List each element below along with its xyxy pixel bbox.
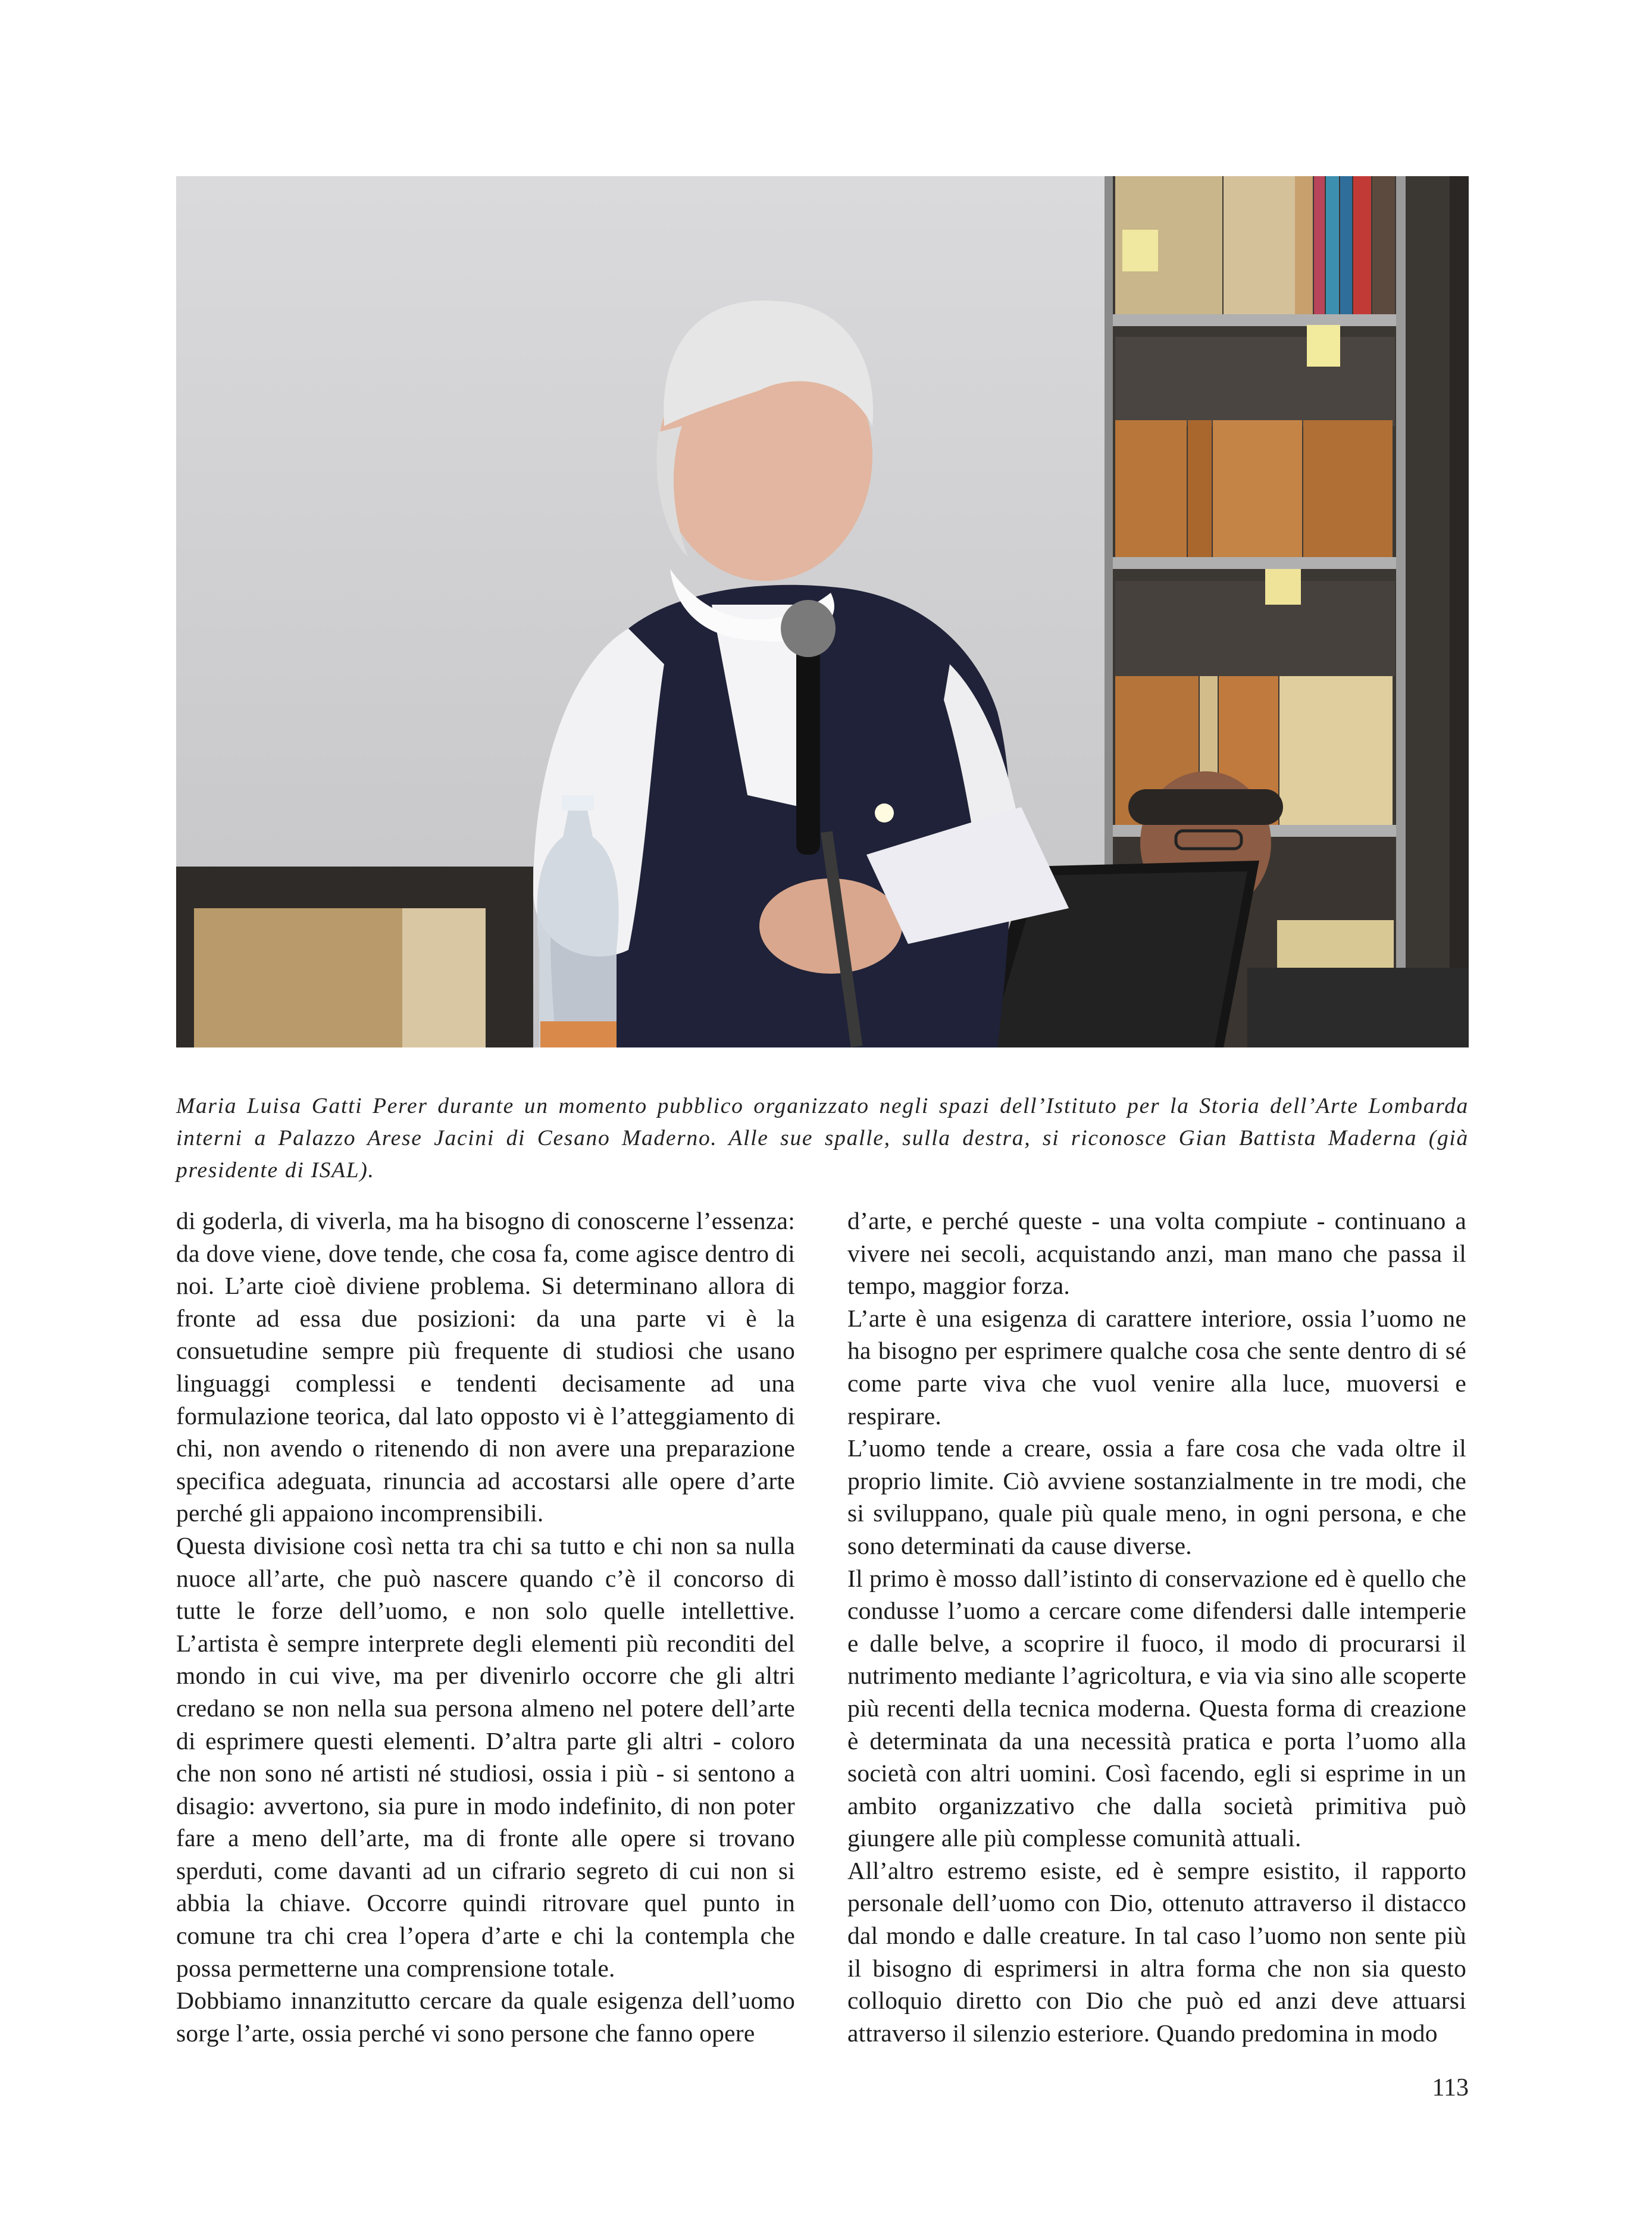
photo-caption: Maria Luisa Gatti Perer durante un momento pubblico organizzato negli spazi dell’Istituto per la Storia dell’Arte Lombarda interni a Palazzo Arese Jacini di Cesano Maderno. Alle sue spalle, sulla destra, si riconosce Gian Battista Maderna (già presidente di ISAL).	[176, 1094, 1469, 1183]
text-column-left	[176, 1205, 795, 2049]
paragraph: L’arte è una esigenza di carattere interiore, ossia l’uomo ne ha bisogno per esprimere qualche cosa che sente dentro di sé come parte viva che vuol venire alla luce, muoversi e respirare.	[847, 1304, 1466, 1430]
paragraph: Questa divisione così netta tra chi sa tutto e chi non sa nulla nuoce all’arte, che può nascere quando c’è il concorso di tutte le forze dell’uomo, e non solo quelle intellettive. L’artista è sempre interprete degli elementi più reconditi del mondo in cui vive, ma per divenirlo occorre che gli altri credano se non nella sua persona almeno nel potere dell’arte di esprimere questi elementi. D’altra parte gli altri - coloro che non sono né artisti né studiosi, ossia i più - si sentono a disagio: avvertono, sia pure in modo indefinito, di non poter fare a meno dell’arte, ma di fronte alle opere si trovano sperduti, come davanti ad un cifrario segreto di cui non si abbia la chiave. Occorre quindi ritrovare quel punto in comune tra chi crea l’opera d’arte e chi la contempla che possa permetterne una comprensione totale.	[176, 1531, 795, 1982]
text-column-right	[847, 1205, 1466, 2049]
page-number: 113	[1432, 2074, 1469, 2102]
paragraph: d’arte, e perché queste - una volta compiute - continuano a vivere nei secoli, acquistando anzi, man mano che passa il tempo, maggior forza.	[847, 1207, 1466, 1300]
paragraph: Il primo è mosso dall’istinto di conservazione ed è quello che condusse l’uomo a cercare come difendersi dalle intemperie e dalle belve, a scoprire il fuoco, il modo di procurarsi il nutrimento mediante l’agricoltura, e via via sino alle scoperte più recenti della tecnica moderna. Questa forma di creazione è determinata da una necessità pratica e porta l’uomo alla società con altri uomini. Così facendo, egli si esprime in un ambito organizzativo che dalla società primitiva può giungere alle più complesse comunità attuali.	[847, 1564, 1466, 1852]
paragraph: Dobbiamo innanzitutto cercare da quale esigenza dell’uomo sorge l’arte, ossia perché vi sono persone che fanno opere	[176, 1987, 795, 2047]
paragraph: All’altro estremo esiste, ed è sempre esistito, il rapporto personale dell’uomo con Dio, ottenuto attraverso il distacco dal mondo e dalle creature. In tal caso l’uomo non sente più il bisogno di esprimersi in altra forma che non sia questo colloquio diretto con Dio che può ed anzi deve attuarsi attraverso il silenzio esteriore. Quando predomina in modo	[847, 1856, 1466, 2047]
paragraph: di goderla, di viverla, ma ha bisogno di conoscerne l’essenza: da dove viene, dove tende, che cosa fa, come agisce dentro di noi. L’arte cioè diviene problema. Si determinano allora di fronte ad essa due posizioni: da una parte vi è la consuetudine sempre più frequente di studiosi che usano linguaggi complessi e tendenti decisamente ad una formulazione teorica, dal lato opposto vi è l’atteggiamento di chi, non avendo o ritenendo di non avere una preparazione specifica adeguata, rinuncia ad accostarsi alle opere d’arte perché gli appaiono incomprensibili.	[176, 1207, 795, 1527]
paragraph: L’uomo tende a creare, ossia a fare cosa che vada oltre il proprio limite. Ciò avviene sostanzialmente in tre modi, che si sviluppano, quale più quale meno, in ogni persona, e che sono determinati da cause diverse.	[847, 1434, 1466, 1559]
photograph	[176, 176, 1469, 1047]
photo-illustration	[176, 176, 1469, 1047]
